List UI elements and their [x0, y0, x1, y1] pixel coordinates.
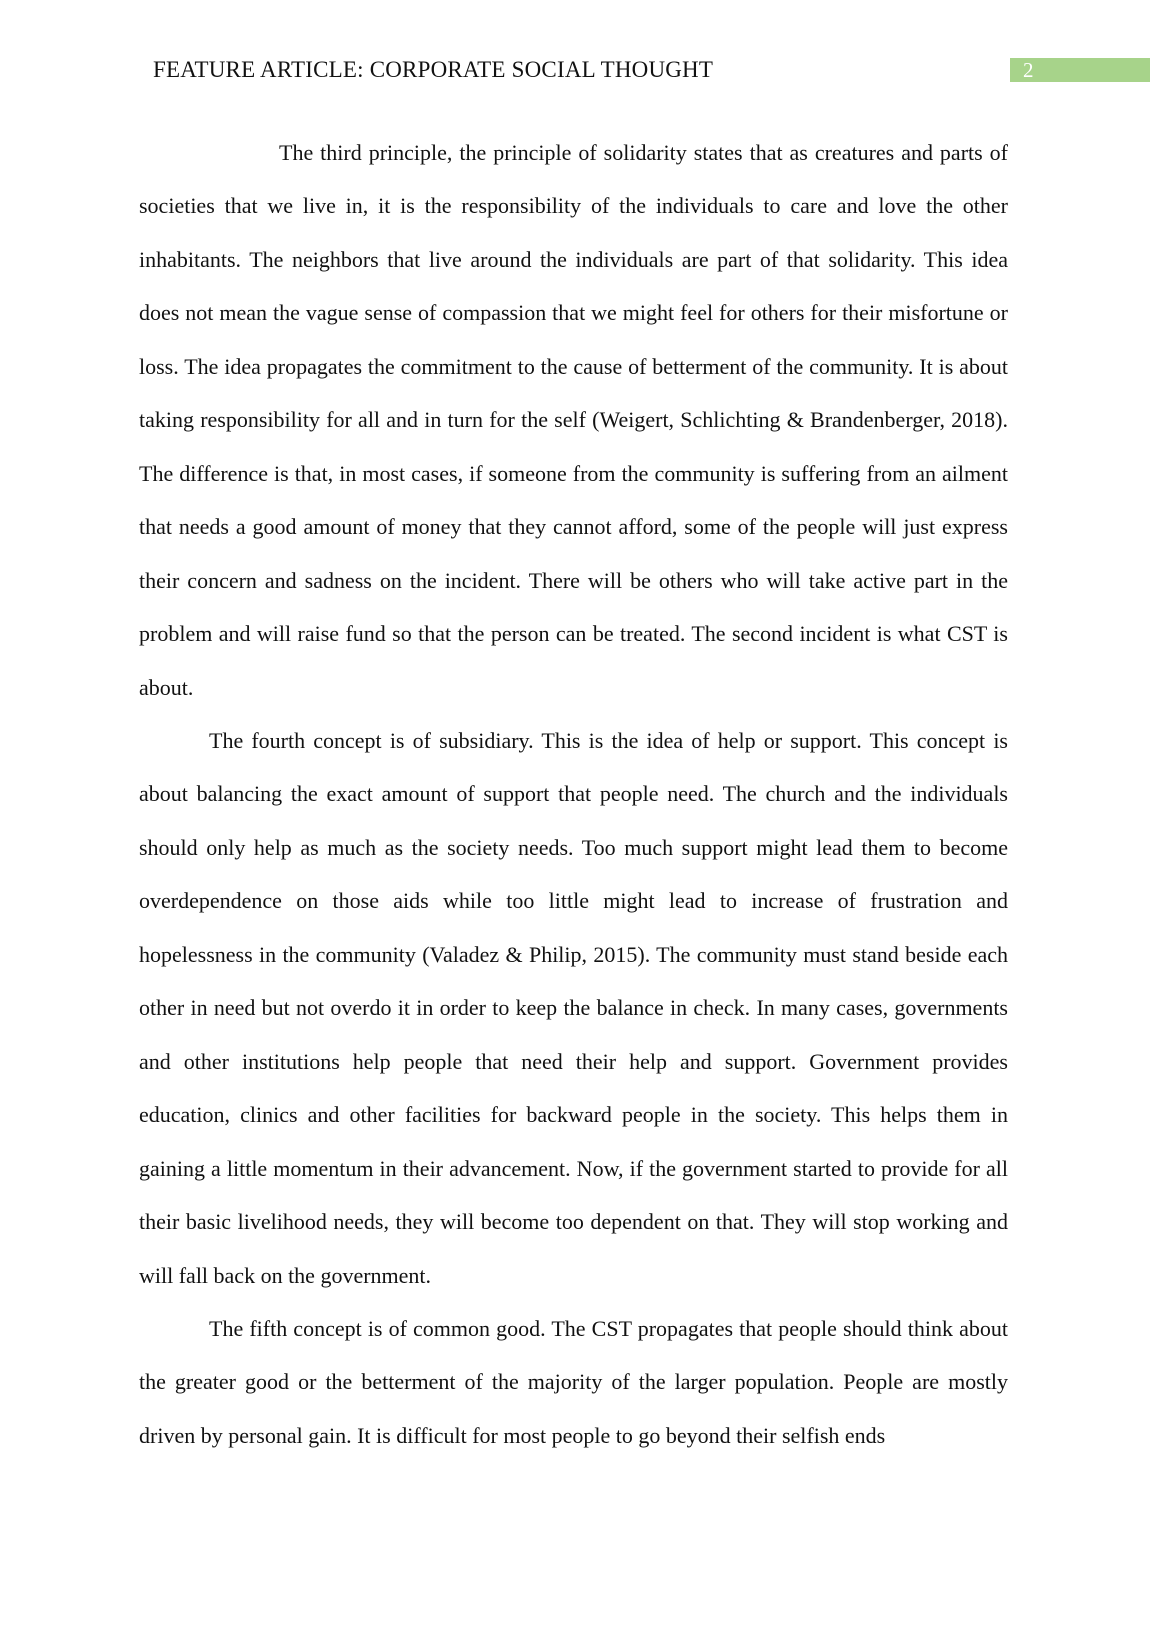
paragraph-subsidiary: The fourth concept is of subsidiary. This is the idea of help or support. This concept is about balancing the exact amount of support that people need. The church and the individuals should only help as much as the society needs. Too much support might lead them to become overdependence on those aids while too little might lead to increase of frustration and hopelessness in the community (Valadez & Philip, 2015). The community must stand beside each other in need but not overdo it in order to keep the balance in check. In many cases, governments and other institutions help people that need their help and support. Government provides education, clinics and other facilities for backward people in the society. This helps them in gaining a little momentum in their advancement. Now, if the government started to provide for all their basic livelihood needs, they will become too dependent on that. They will stop working and will fall back on the government.: [139, 727, 1008, 1288]
paragraph-common-good: The fifth concept is of common good. The CST propagates that people should think about the greater good or the betterment of the majority of the larger population. People are mostly driven by personal gain. It is difficult for most people to go beyond their selfish ends: [139, 1315, 1008, 1448]
paragraph-solidarity: The third principle, the principle of solidarity states that as creatures and parts of societies that we live in, it is the responsibility of the individuals to care and love the other inhabitants. The neighbors that live around the individuals are part of that solidarity. This idea does not mean the vague sense of compassion that we might feel for others for their misfortune or loss. The idea propagates the commitment to the cause of betterment of the community. It is about taking responsibility for all and in turn for the self (Weigert, Schlichting & Brandenberger, 2018). The difference is that, in most cases, if someone from the community is suffering from an ailment that needs a good amount of money that they cannot afford, some of the people will just express their concern and sadness on the incident. There will be others who will take active part in the problem and will raise fund so that the person can be treated. The second incident is what CST is about.: [139, 140, 1008, 700]
page-number: 2: [1023, 58, 1034, 82]
running-header-title: FEATURE ARTICLE: CORPORATE SOCIAL THOUGHT: [153, 57, 714, 82]
page-number-badge: [1010, 58, 1150, 82]
document-body: [139, 126, 1008, 1462]
